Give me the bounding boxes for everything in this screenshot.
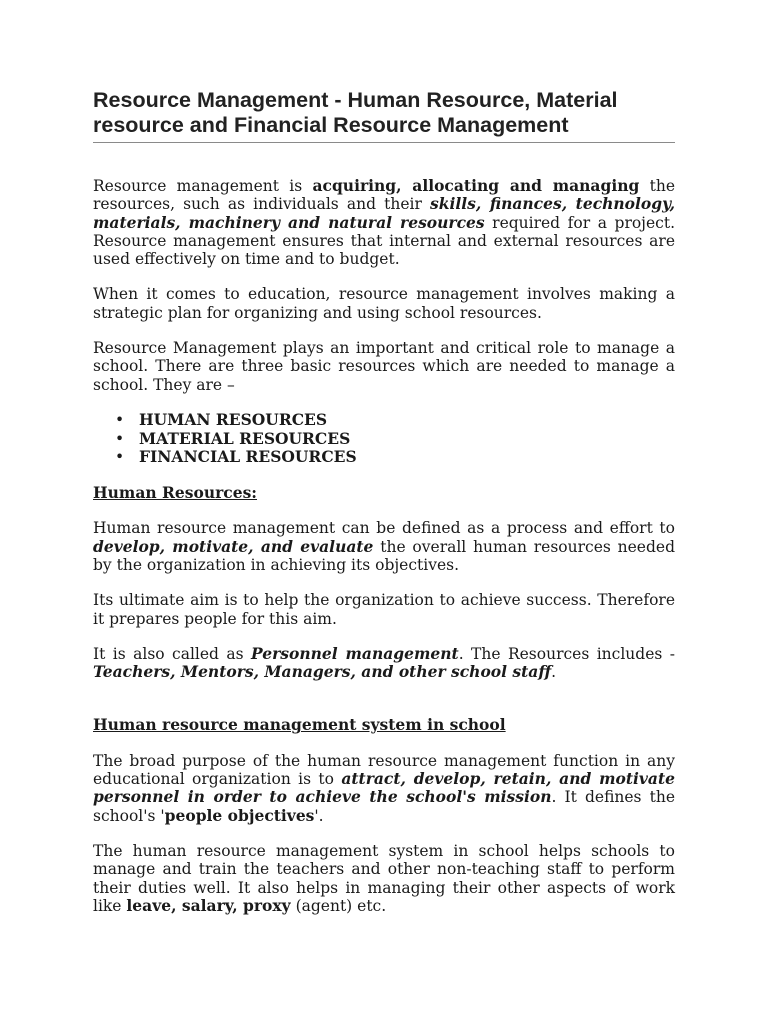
list-item: • HUMAN RESOURCES — [115, 409, 328, 429]
hrm-purpose-paragraph: The broad purpose of the human resource management function in any educational organization is to attract, develop, retain, and motivate personnel in order to achieve the school's mission. It defines the school's 'people objectives'. — [93, 751, 675, 825]
bullet-icon: • — [115, 429, 125, 448]
list-item: • MATERIAL RESOURCES — [115, 428, 351, 448]
intro-emphasis: acquiring, allocating and managing — [312, 176, 640, 195]
education-paragraph: When it comes to education, resource management involves making a strategic plan for organizing and using school resources. — [93, 285, 675, 322]
page-title: Resource Management - Human Resource, Material resource and Financial Resource Management — [93, 88, 618, 137]
hr-aim-paragraph: Its ultimate aim is to help the organization to achieve success. Therefore it prepares people for this aim. — [93, 591, 675, 628]
personnel-management-emphasis: Personnel management — [251, 643, 459, 663]
list-item: • FINANCIAL RESOURCES — [115, 447, 357, 467]
document-body — [93, 177, 675, 932]
hrm-system-heading: Human resource management system in school — [93, 715, 506, 735]
people-objectives-emphasis: people objectives — [164, 805, 315, 825]
human-resources-heading: Human Resources: — [93, 483, 258, 503]
staff-list-emphasis: Teachers, Mentors, Managers, and other school staff — [93, 662, 552, 682]
hr-definition-paragraph: Human resource management can be defined as a process and effort to develop, motivate, and evaluate the overall human resources needed by the organization in achieving its objectives. — [93, 519, 675, 574]
intro-paragraph: Resource management is acquiring, allocating and managing the resources, such as individuals and their skills, finances, technology, materials, machinery and natural resources required for a project. Resource management ensures that internal and external resources are used effectively on time and to budget. — [93, 176, 676, 269]
bullet-icon: • — [115, 410, 125, 429]
hrm-purpose-emphasis: attract, develop, retain, and motivate personnel in order to achieve the school's mission — [93, 769, 675, 807]
title-divider — [93, 142, 675, 143]
role-paragraph: Resource Management plays an important and critical role to manage a school. There are three basic resources which are needed to manage a school. They are – — [93, 339, 675, 394]
resources-list — [93, 411, 675, 467]
intro-resources-emphasis: skills, finances, technology, materials, machinery and natural resources — [93, 194, 676, 232]
hr-personnel-paragraph: It is also called as Personnel management. The Resources includes - Teachers, Mentors, Managers, and other school staff. — [93, 643, 675, 682]
hrm-system-paragraph: The human resource management system in school helps schools to manage and train the teachers and other non-teaching staff to perform their duties well. It also helps in managing their other aspects of work like leave, salary, proxy (agent) etc. — [93, 841, 675, 915]
work-aspects-emphasis: leave, salary, proxy — [126, 895, 291, 915]
bullet-icon: • — [115, 448, 125, 467]
hr-definition-emphasis: develop, motivate, and evaluate — [93, 536, 374, 556]
